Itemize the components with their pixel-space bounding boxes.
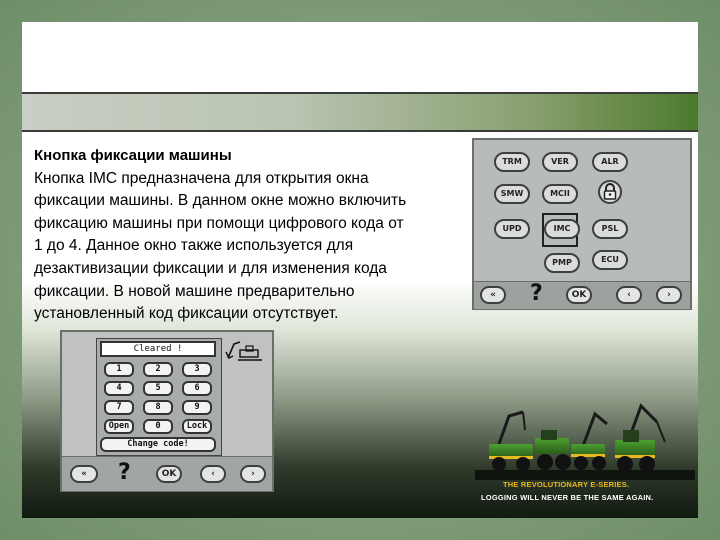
text-line: 1 до 4. Данное окно также используется для — [34, 237, 354, 255]
text-line: установленный код фиксации отсутствует. — [34, 305, 339, 323]
smw-button[interactable]: SMW — [494, 184, 530, 204]
next-button[interactable]: › — [656, 286, 682, 304]
prev-button[interactable]: ‹ — [200, 465, 226, 483]
key-4[interactable]: 4 — [104, 381, 134, 396]
text-line: дезактивизации фиксации и для изменения кода — [34, 259, 387, 277]
mcii-button[interactable]: MCII — [542, 184, 578, 204]
prev-button[interactable]: ‹ — [616, 286, 642, 304]
text-line: фиксацию машины при помощи цифрового кода от — [34, 214, 404, 232]
key-6[interactable]: 6 — [182, 381, 212, 396]
pmp-button[interactable]: PMP — [544, 253, 580, 273]
key-2[interactable]: 2 — [143, 362, 173, 377]
lock-key[interactable]: Lock — [182, 419, 212, 434]
slogan-line-1: THE REVOLUTIONARY E-SERIES. — [503, 480, 630, 489]
ver-button[interactable]: VER — [542, 152, 578, 172]
trm-button[interactable]: TRM — [494, 152, 530, 172]
imc-button[interactable]: IMC — [544, 219, 580, 239]
key-5[interactable]: 5 — [143, 381, 173, 396]
help-icon[interactable]: ? — [118, 460, 131, 485]
open-key[interactable]: Open — [104, 419, 134, 434]
key-9[interactable]: 9 — [182, 400, 212, 415]
lock-screenshot — [60, 330, 274, 492]
ok-button[interactable]: OK — [156, 465, 182, 483]
help-icon[interactable]: ? — [530, 281, 543, 306]
slogan-line-2: LOGGING WILL NEVER BE THE SAME AGAIN. — [481, 493, 654, 502]
nav-bar — [62, 456, 272, 491]
upd-button[interactable]: UPD — [494, 219, 530, 239]
key-8[interactable]: 8 — [143, 400, 173, 415]
back-button[interactable]: « — [70, 465, 98, 483]
header-bar — [22, 94, 698, 130]
text-line: Кнопка IMC предназначена для открытия окна — [34, 169, 369, 187]
code-display: Cleared ! — [100, 341, 216, 357]
ecu-button[interactable]: ECU — [592, 250, 628, 270]
change-code-button[interactable]: Change code! — [100, 437, 216, 452]
ok-button[interactable]: OK — [566, 286, 592, 304]
section-heading: Кнопка фиксации машины — [34, 147, 232, 164]
next-button[interactable]: › — [240, 465, 266, 483]
forestry-banner — [475, 400, 695, 515]
menu-screenshot — [472, 138, 692, 310]
back-button[interactable]: « — [480, 286, 506, 304]
divider-bottom — [22, 130, 698, 132]
forestry-machines-image — [475, 400, 695, 480]
padlock-icon[interactable] — [598, 180, 622, 204]
excavator-icon — [224, 338, 268, 364]
psl-button[interactable]: PSL — [592, 219, 628, 239]
title-area — [22, 22, 698, 92]
alr-button[interactable]: ALR — [592, 152, 628, 172]
nav-bar — [474, 281, 690, 309]
key-0[interactable]: 0 — [143, 419, 173, 434]
key-1[interactable]: 1 — [104, 362, 134, 377]
key-3[interactable]: 3 — [182, 362, 212, 377]
description-text — [34, 145, 469, 326]
text-line: фиксации. В новой машине предварительно — [34, 282, 355, 300]
key-7[interactable]: 7 — [104, 400, 134, 415]
text-line: фиксации машины. В данном окне можно включить — [34, 192, 407, 210]
